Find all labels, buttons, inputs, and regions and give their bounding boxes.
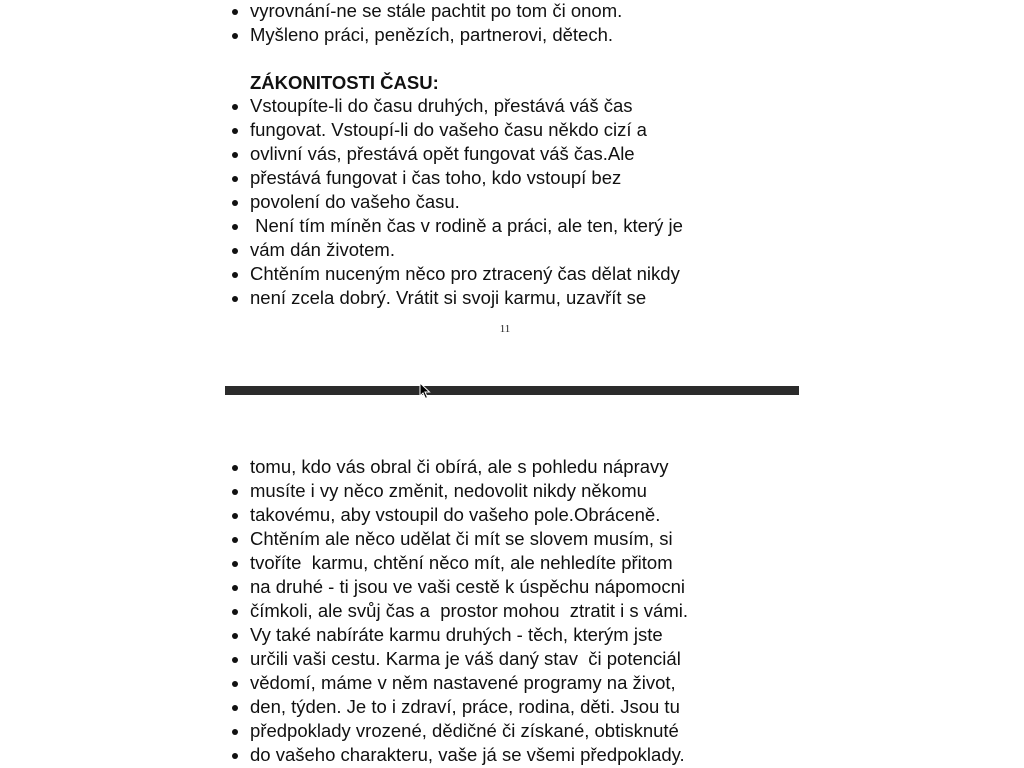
text-line: • přestává fungovat i čas toho, kdo vstoupí bez xyxy=(250,166,683,190)
text-line: • povolení do vašeho času. xyxy=(250,190,683,214)
text-line: • tomu, kdo vás obral či obírá, ale s pohledu nápravy xyxy=(250,455,688,479)
text-line: • Vstoupíte-li do času druhých, přestává váš čas xyxy=(250,94,683,118)
text-line: • takovému, aby vstoupil do vašeho pole.Obráceně. xyxy=(250,503,688,527)
page-top-text-b xyxy=(250,94,683,310)
text-line: • Chtěním ale něco udělat či mít se slovem musím, si xyxy=(250,527,688,551)
text-line: • čímkoli, ale svůj čas a prostor mohou ztratit i s vámi. xyxy=(250,599,688,623)
text-line: • není zcela dobrý. Vrátit si svoji karmu, uzavřít se xyxy=(250,286,683,310)
section-heading: ZÁKONITOSTI ČASU: xyxy=(250,72,439,93)
text-line: • den, týden. Je to i zdraví, práce, rodina, děti. Jsou tu xyxy=(250,695,688,719)
arrow-cursor-icon xyxy=(419,382,431,400)
page-bottom-text xyxy=(250,455,688,767)
text-line: • do vašeho charakteru, vaše já se všemi předpoklady. xyxy=(250,743,688,767)
text-line: • vědomí, máme v něm nastavené programy na život, xyxy=(250,671,688,695)
text-line: • na druhé - ti jsou ve vaši cestě k úspěchu nápomocni xyxy=(250,575,688,599)
text-line: • musíte i vy něco změnit, nedovolit nikdy někomu xyxy=(250,479,688,503)
text-line: • určili vaši cestu. Karma je váš daný stav či potenciál xyxy=(250,647,688,671)
text-line: • Není tím míněn čas v rodině a práci, ale ten, který je xyxy=(250,214,683,238)
text-line: • vyrovnání-ne se stále pachtit po tom či onom. xyxy=(250,0,622,23)
page-divider xyxy=(225,386,799,395)
page-number: 11 xyxy=(499,323,511,335)
text-line: • Myšleno práci, penězích, partnerovi, dětech. xyxy=(250,23,622,47)
text-line: • Vy také nabíráte karmu druhých - těch, kterým jste xyxy=(250,623,688,647)
page-top-text-a xyxy=(250,0,622,47)
text-line: • vám dán životem. xyxy=(250,238,683,262)
text-line: • fungovat. Vstoupí-li do vašeho času někdo cizí a xyxy=(250,118,683,142)
text-line: • tvoříte karmu, chtění něco mít, ale nehledíte přitom xyxy=(250,551,688,575)
text-line: • Chtěním nuceným něco pro ztracený čas dělat nikdy xyxy=(250,262,683,286)
text-line: • ovlivní vás, přestává opět fungovat váš čas.Ale xyxy=(250,142,683,166)
text-line: • předpoklady vrozené, dědičné či získané, obtisknuté xyxy=(250,719,688,743)
